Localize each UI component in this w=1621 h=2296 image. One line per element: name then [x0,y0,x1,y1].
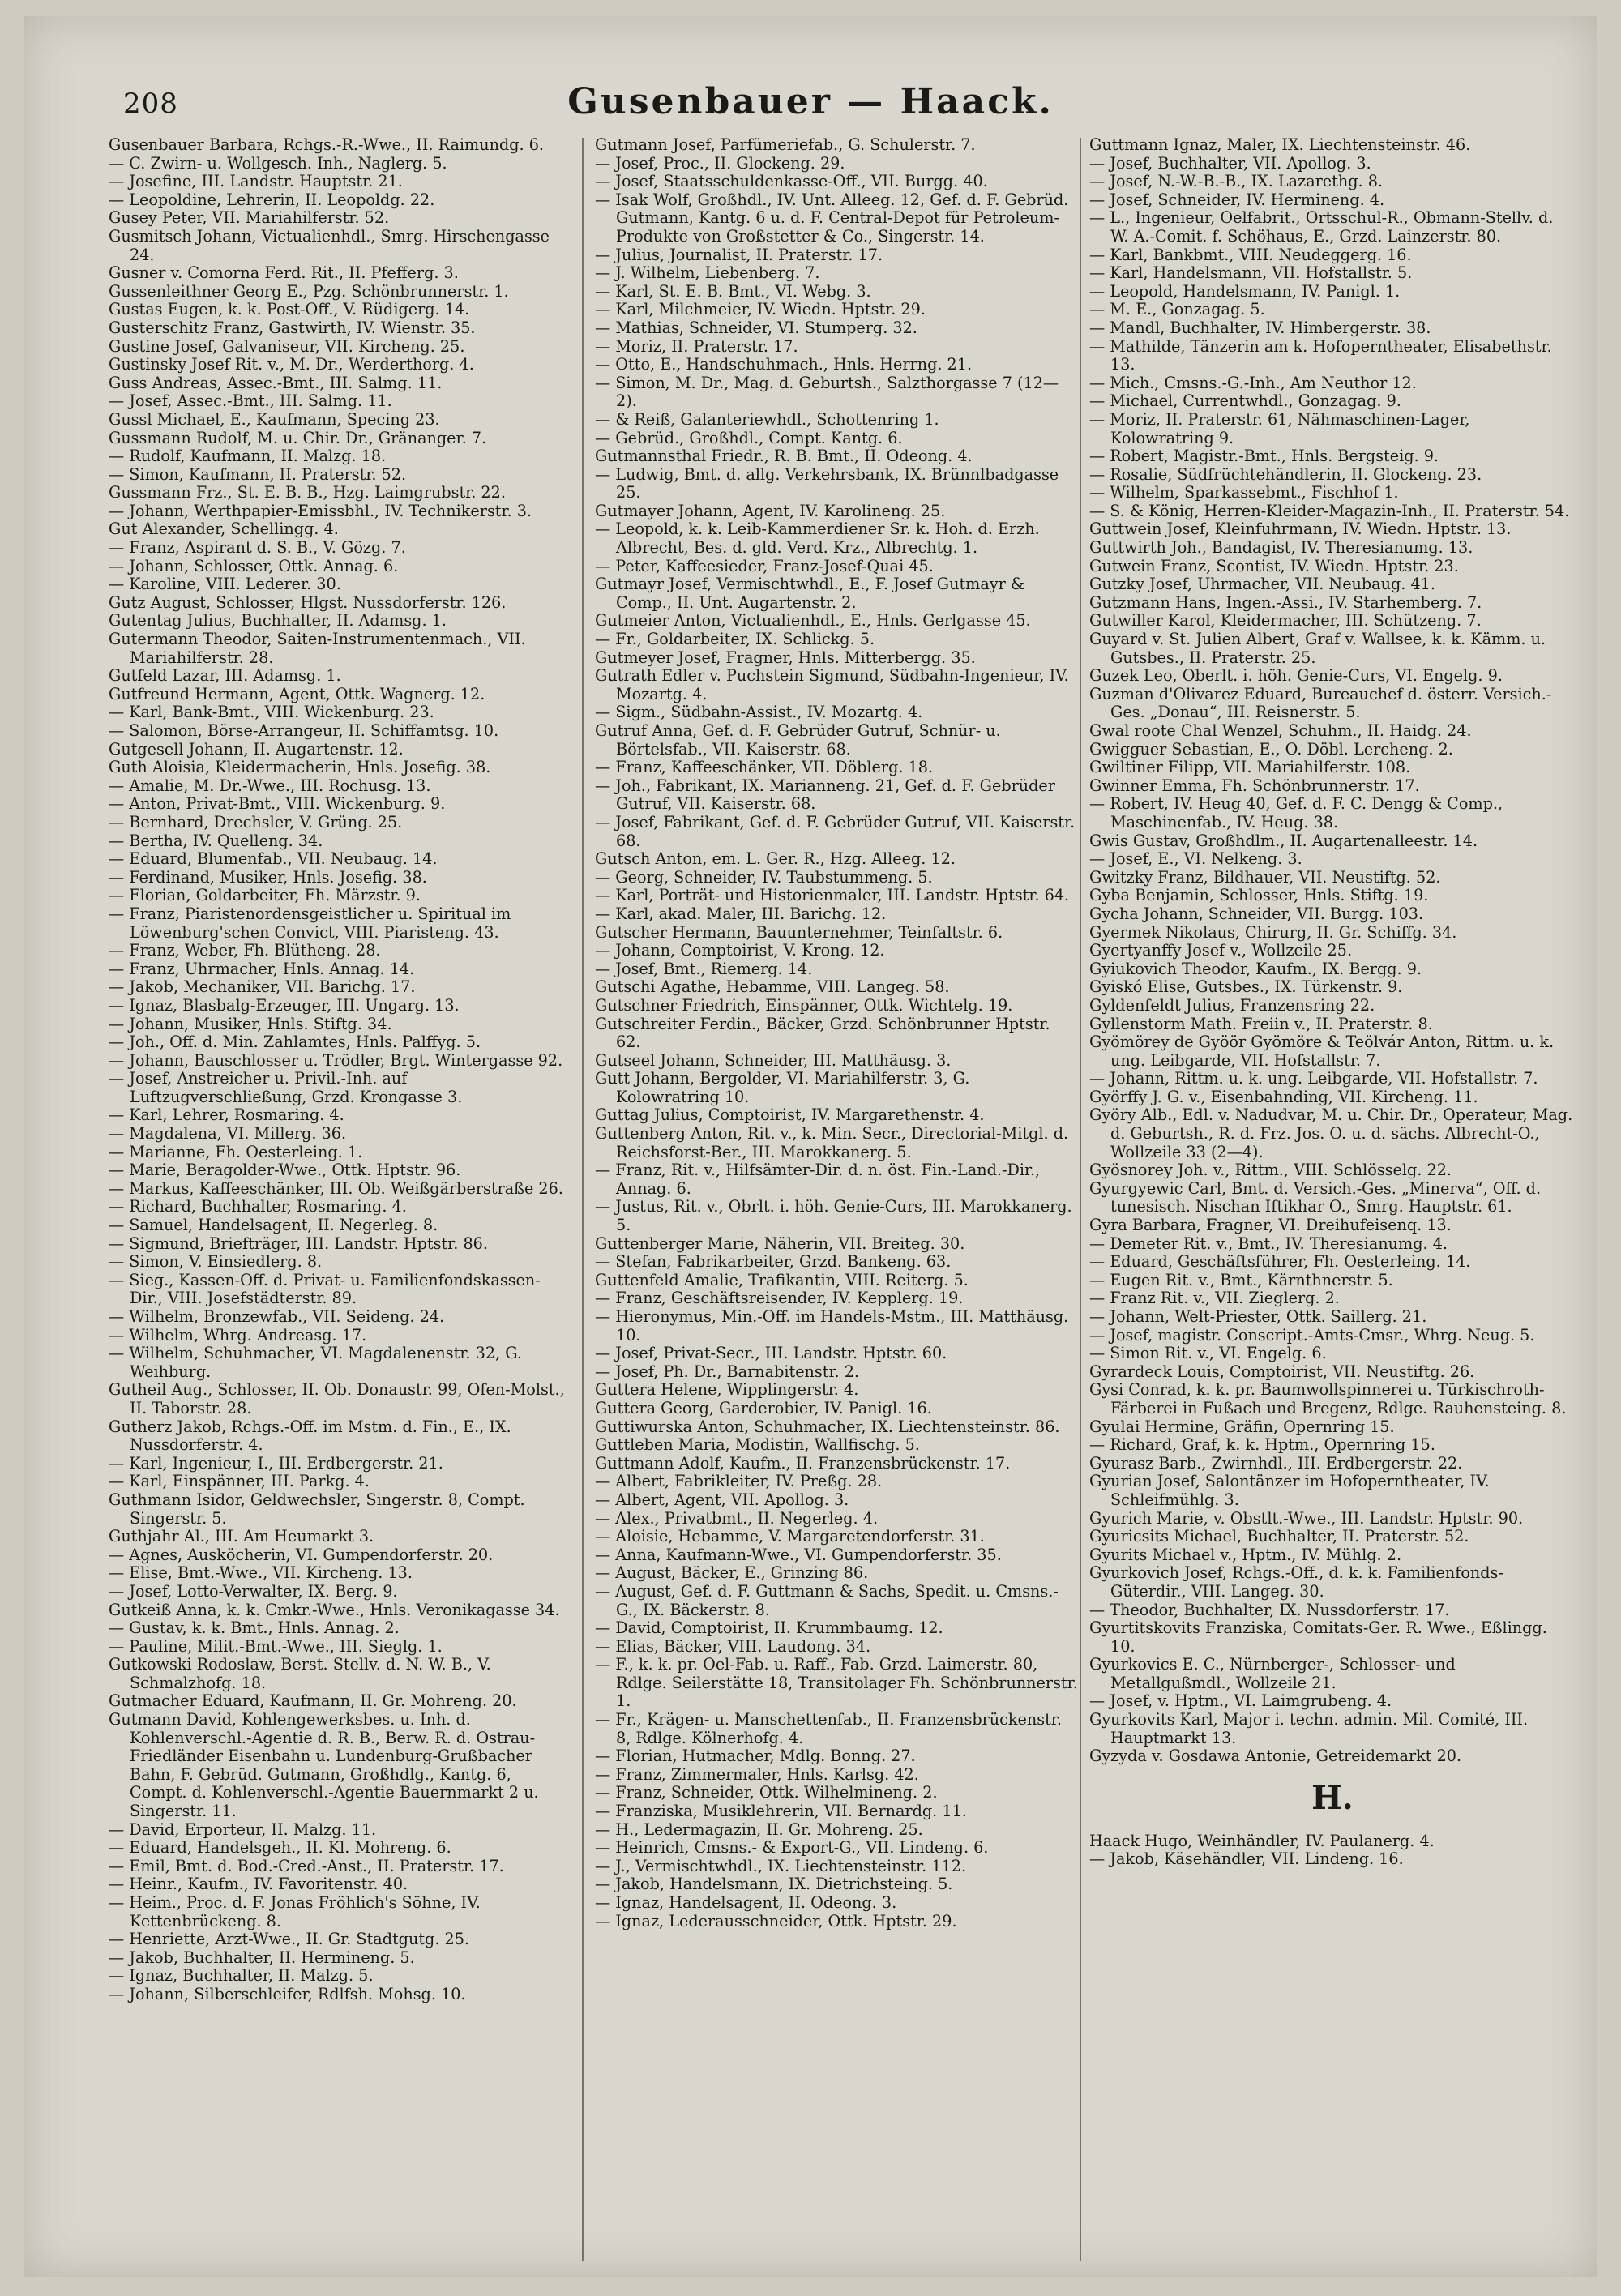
directory-entry: Gutherz Jakob, Rchgs.-Off. im Mstm. d. Fin., E., IX. Nussdorferstr. 4. [109,1417,511,1455]
directory-entry: — Elias, Bäcker, VIII. Laudong. 34. [595,1637,871,1656]
directory-entry: — Josef, Anstreicher u. Privil.-Inh. auf Luftzugverschließung, Grzd. Krongasse 3. [109,1070,463,1106]
directory-entry: — Karl, Handelsmann, VII. Hofstallstr. 5. [1089,264,1413,283]
directory-entry: — Ferdinand, Musiker, Hnls. Josefig. 38. [109,868,427,887]
directory-entry: Gyösnorey Joh. v., Rittm., VIII. Schlösselg. 22. [1089,1161,1452,1180]
directory-entry: — Josef, N.-W.-B.-B., IX. Lazarethg. 8. [1089,173,1384,191]
directory-entry: — Johann, Comptoirist, V. Krong. 12. [595,942,885,960]
directory-entry: — Franziska, Musiklehrerin, VII. Bernardg. 11. [595,1802,967,1821]
directory-entry: — Eduard, Geschäftsführer, Fh. Oesterleing. 14. [1089,1253,1471,1272]
directory-entry: Guttleben Maria, Modistin, Wallfischg. 5. [595,1436,920,1455]
directory-entry: Gutentag Julius, Buchhalter, II. Adamsg. 1. [109,612,447,631]
directory-entry: — L., Ingenieur, Oelfabrit., Ortsschul-R., Obmann-Stellv. d. W. A.-Comit. f. Schöhaus, E., Grzd. Lainzerstr. 80. [1089,209,1554,246]
directory-entry: — Marie, Beragolder-Wwe., Ottk. Hptstr. 96. [109,1161,461,1180]
directory-entry: — Wilhelm, Schuhmacher, VI. Magdalenenstr. 32, G. Weihburg. [109,1345,522,1381]
directory-entry: — Heinr., Kaufm., IV. Favoritenstr. 40. [109,1875,408,1894]
directory-entry: — Sigmund, Briefträger, III. Landstr. Hptstr. 86. [109,1234,488,1253]
directory-entry: Györy Alb., Edl. v. Nadudvar, M. u. Chir. Dr., Operateur, Mag. d. Geburtsh., R. d. Frz. Jos. O. u. d. sächs. Albrecht-O., Wollzeile 33 (2—4). [1089,1106,1573,1161]
directory-entry: Gutfeld Lazar, III. Adamsg. 1. [109,667,341,686]
directory-entry: — Johann, Welt-Priester, Ottk. Saillerg. 21. [1089,1308,1427,1326]
directory-entry: Guttenberg Anton, Rit. v., k. Min. Secr., Directorial-Mitgl. d. Reichsforst-Ber., III. Marokkanerg. 5. [595,1125,1069,1161]
directory-entry: — Karl, Milchmeier, IV. Wiedn. Hptstr. 29. [595,301,926,319]
directory-entry: — Richard, Graf, k. k. Hptm., Opernring 15. [1089,1436,1435,1455]
directory-entry: — Simon, V. Einsiedlerg. 8. [109,1253,323,1272]
directory-entry: — Agnes, Ausköcherin, VI. Gumpendorferstr. 20. [109,1546,494,1564]
directory-entry: — Johann, Schlosser, Ottk. Annag. 6. [109,557,399,575]
directory-entry: — Robert, Magistr.-Bmt., Hnls. Bergsteig. 9. [1089,447,1439,466]
directory-entry: Gyermek Nikolaus, Chirurg, II. Gr. Schiffg. 34. [1089,923,1457,942]
directory-entry: — Henriette, Arzt-Wwe., II. Gr. Stadtgutg. 25. [109,1930,470,1949]
directory-entry: — Mathilde, Tänzerin am k. Hofoperntheater, Elisabethstr. 13. [1089,337,1552,374]
directory-column-2 [595,136,1078,2260]
directory-entry: Gyurasz Barb., Zwirnhdl., III. Erdbergerstr. 22. [1089,1454,1463,1473]
directory-entry: — Jakob, Buchhalter, II. Hermineng. 5. [109,1948,415,1967]
directory-entry: Gycha Johann, Schneider, VII. Burgg. 103. [1089,904,1424,923]
directory-entry: — Karl, Einspänner, III. Parkg. 4. [109,1473,370,1491]
directory-entry: Gutmann David, Kohlengewerksbes. u. Inh. d. Kohlenverschl.-Agentie d. R. B., Berw. R. d. Ostrau-Friedländer Eisenbahn u. Lundenburg-Grußbacher Bahn, F. Gebrüd. Gutmann, Großhdlg., Kantg. 6, Compt. d. Kohlenverschl.-Agentie Bauernmarkt 2 u. Singerstr. 11. [109,1711,539,1821]
directory-entry: — Franz, Aspirant d. S. B., V. Gözg. 7. [109,539,406,558]
directory-entry: Gyurkovits Karl, Major i. techn. admin. Mil. Comité, III. Hauptmarkt 13. [1089,1711,1529,1747]
directory-entry: Guttenfeld Amalie, Trafikantin, VIII. Reiterg. 5. [595,1271,969,1289]
directory-entry: — Demeter Rit. v., Bmt., IV. Theresianumg. 4. [1089,1234,1448,1253]
directory-entry: Gussl Michael, E., Kaufmann, Specing 23. [109,410,440,429]
directory-entry: Guttera Georg, Garderobier, IV. Panigl. 16. [595,1399,932,1417]
directory-entry: Gutseel Johann, Schneider, III. Matthäusg. 3. [595,1051,952,1070]
directory-entry: Gysi Conrad, k. k. pr. Baumwollspinnerei u. Türkischroth-Färberei in Fußach und Bregenz, Rdlge. Rauhensteing. 8. [1089,1381,1567,1417]
directory-entry: Gutmayr Josef, Vermischtwhdl., E., F. Josef Gutmayr & Comp., II. Unt. Augartenstr. 2. [595,575,1025,612]
directory-entry: Guss Andreas, Assec.-Bmt., III. Salmg. 11. [109,374,443,392]
directory-entry: — Heim., Proc. d. F. Jonas Fröhlich's Söhne, IV. Kettenbrückeng. 8. [109,1894,481,1930]
directory-entry: — Mathias, Schneider, VI. Stumperg. 32. [595,319,917,337]
directory-entry: Gutkeiß Anna, k. k. Cmkr.-Wwe., Hnls. Veronikagasse 34. [109,1601,560,1619]
directory-entry: — David, Comptoirist, II. Krummbaumg. 12. [595,1619,943,1638]
directory-entry: — Anton, Privat-Bmt., VIII. Wickenburg. 9. [109,795,446,814]
directory-entry: Gyiskó Elise, Gutsbes., IX. Türkenstr. 9. [1089,978,1403,997]
directory-page [24,16,1597,2277]
column-divider [1080,138,1081,2261]
directory-entry: Gutscher Hermann, Bauunternehmer, Teinfaltstr. 6. [595,923,1003,942]
directory-entry: — Gustav, k. k. Bmt., Hnls. Annag. 2. [109,1619,400,1638]
directory-entry: — Ignaz, Buchhalter, II. Malzg. 5. [109,1967,374,1986]
directory-entry: — Josef, Staatsschuldenkasse-Off., VII. Burgg. 40. [595,173,988,191]
directory-entry: Gustine Josef, Galvaniseur, VII. Kircheng. 25. [109,337,465,356]
directory-entry: — Otto, E., Handschuhmach., Hnls. Herrng. 21. [595,356,973,374]
directory-entry: Gutschi Agathe, Hebamme, VIII. Langeg. 58. [595,978,950,997]
directory-entry: — Josef, Schneider, IV. Hermineng. 4. [1089,190,1385,209]
directory-entry: Gutmeier Anton, Victualienhdl., E., Hnls. Gerlgasse 45. [595,612,1031,631]
directory-entry: — Josef, Bmt., Riemerg. 14. [595,960,813,978]
directory-entry: — S. & König, Herren-Kleider-Magazin-Inh., II. Praterstr. 54. [1089,502,1570,520]
directory-entry: Gutmacher Eduard, Kaufmann, II. Gr. Mohreng. 20. [109,1692,517,1711]
directory-entry: — Emil, Bmt. d. Bod.-Cred.-Anst., II. Praterstr. 17. [109,1857,504,1875]
directory-entry: — Wilhelm, Bronzewfab., VII. Seideng. 24. [109,1308,445,1326]
directory-entry: — Julius, Journalist, II. Praterstr. 17. [595,246,883,264]
directory-entry: Guth Aloisia, Kleidermacherin, Hnls. Josefig. 38. [109,759,491,777]
directory-entry: — Karl, Bankbmt., VIII. Neudeggerg. 16. [1089,246,1412,264]
directory-entry: Gutheil Aug., Schlosser, II. Ob. Donaustr. 99, Ofen-Molst., II. Taborstr. 28. [109,1381,565,1417]
directory-entry: Gutsch Anton, em. L. Ger. R., Hzg. Alleeg. 12. [595,850,956,869]
directory-entry: — Eugen Rit. v., Bmt., Kärnthnerstr. 5. [1089,1271,1393,1289]
directory-entry: — Jakob, Käsehändler, VII. Lindeng. 16. [1089,1850,1404,1869]
directory-entry: — Rosalie, Südfrüchtehändlerin, II. Glockeng. 23. [1089,465,1482,484]
page-number: 208 [123,88,178,120]
directory-entry: — Leopoldine, Lehrerin, II. Leopoldg. 22. [109,190,435,209]
directory-entry: — F., k. k. pr. Oel-Fab. u. Raff., Fab. Grzd. Laimerstr. 80, Rdlge. Seilerstätte 18, Transitolager Fh. Schönbrunnerstr. 1. [595,1656,1078,1711]
directory-entry: — H., Ledermagazin, II. Gr. Mohreng. 25. [595,1820,923,1839]
directory-entry: — Johann, Bauschlosser u. Trödler, Brgt. Wintergasse 92. [109,1051,563,1070]
directory-entry: — & Reiß, Galanteriewhdl., Schottenring 1. [595,410,939,429]
directory-entry: — Peter, Kaffeesieder, Franz-Josef-Quai 45. [595,557,934,575]
directory-entry: — J., Vermischtwhdl., IX. Liechtensteinstr. 112. [595,1857,967,1875]
directory-entry: — Justus, Rit. v., Obrlt. i. höh. Genie-Curs, III. Marokkanerg. 5. [595,1198,1072,1235]
directory-entry: Gutwiller Karol, Kleidermacher, III. Schützeng. 7. [1089,612,1482,631]
directory-entry: Györffy J. G. v., Eisenbahnding, VII. Kircheng. 11. [1089,1088,1478,1106]
directory-entry: — Franz, Weber, Fh. Blütheng. 28. [109,942,381,960]
directory-entry: Gyurich Marie, v. Obstlt.-Wwe., III. Landstr. Hptstr. 90. [1089,1509,1524,1528]
directory-entry: Gusenbauer Barbara, Rchgs.-R.-Wwe., II. Raimundg. 6. [109,136,545,154]
directory-entry: Gyuricsits Michael, Buchhalter, II. Praterstr. 52. [1089,1528,1469,1546]
directory-entry: — Simon, M. Dr., Mag. d. Geburtsh., Salzthorgasse 7 (12—2). [595,374,1059,411]
directory-entry: — J. Wilhelm, Liebenberg. 7. [595,264,820,283]
directory-entry: — Jakob, Handelsmann, IX. Dietrichsteing. 5. [595,1875,953,1894]
directory-entry: — Elise, Bmt.-Wwe., VII. Kircheng. 13. [109,1564,413,1583]
directory-entry: Gutmannsthal Friedr., R. B. Bmt., II. Odeong. 4. [595,447,973,466]
directory-entry: — Wilhelm, Sparkassebmt., Fischhof 1. [1089,484,1399,502]
directory-entry: — Karl, St. E. B. Bmt., VI. Webg. 3. [595,282,871,301]
directory-entry: — Josef, Assec.-Bmt., III. Salmg. 11. [109,392,392,411]
directory-entry: Guttera Helene, Wipplingerstr. 4. [595,1381,859,1400]
directory-entry: — Josef, Ph. Dr., Barnabitenstr. 2. [595,1362,860,1381]
directory-entry: — Eduard, Handelsgeh., II. Kl. Mohreng. 6. [109,1839,451,1858]
directory-entry: — Alex., Privatbmt., II. Negerleg. 4. [595,1509,879,1528]
directory-entry: — Johann, Musiker, Hnls. Stiftg. 34. [109,1015,392,1033]
directory-entry: Gyiukovich Theodor, Kaufm., IX. Bergg. 9. [1089,960,1422,978]
directory-entry: — Josef, Lotto-Verwalter, IX. Berg. 9. [109,1582,398,1601]
directory-entry: Gwis Gustav, Großhdlm., II. Augartenalleestr. 14. [1089,832,1478,850]
directory-entry: Gwal roote Chal Wenzel, Schuhm., II. Haidg. 24. [1089,722,1472,740]
directory-entry: Gutwein Franz, Scontist, IV. Wiedn. Hptstr. 23. [1089,557,1459,575]
directory-entry: — Gebrüd., Großhdl., Compt. Kantg. 6. [595,429,903,447]
directory-entry: Gyulai Hermine, Gräfin, Opernring 15. [1089,1417,1395,1436]
directory-entry: — August, Gef. d. F. Guttmann & Sachs, Spedit. u. Cmsns.-G., IX. Bäckerstr. 8. [595,1582,1059,1619]
directory-entry: — Fr., Krägen- u. Manschettenfab., II. Franzensbrückenstr. 8, Rdlge. Kölnerhofg. 4. [595,1711,1062,1747]
directory-entry: Gwinner Emma, Fh. Schönbrunnerstr. 17. [1089,776,1420,795]
directory-entry: — Heinrich, Cmsns.- & Export-G., VII. Lindeng. 6. [595,1839,989,1858]
directory-entry: Gutermann Theodor, Saiten-Instrumentenmach., VII. Mariahilferstr. 28. [109,631,526,667]
directory-entry: — Sigm., Südbahn-Assist., IV. Mozartg. 4. [595,703,923,722]
directory-entry: — Moriz, II. Praterstr. 17. [595,337,798,356]
directory-entry: — Georg, Schneider, IV. Taubstummeng. 5. [595,868,933,887]
directory-entry: — Johann, Werthpapier-Emissbhl., IV. Technikerstr. 3. [109,502,532,520]
directory-entry: — Samuel, Handelsagent, II. Negerleg. 8. [109,1216,438,1235]
directory-entry: Gustinsky Josef Rit. v., M. Dr., Werderthorg. 4. [109,356,474,374]
running-head: Gusenbauer — Haack. [567,81,1054,122]
directory-entry: — Amalie, M. Dr.-Wwe., III. Rochusg. 13. [109,776,431,795]
directory-entry: Guthmann Isidor, Geldwechsler, Singerstr. 8, Compt. Singerstr. 5. [109,1490,525,1528]
directory-entry: Gyurgyewic Carl, Bmt. d. Versich.-Ges. „Minerva“, Off. d. tunesisch. Nischan Iftikhar O., Smrg. Hauptstr. 61. [1089,1179,1542,1216]
directory-entry: — Johann, Rittm. u. k. ung. Leibgarde, VII. Hofstallstr. 7. [1089,1070,1538,1088]
directory-entry: Gutkowski Rodoslaw, Berst. Stellv. d. N. W. B., V. Schmalzhofg. 18. [109,1656,491,1692]
directory-entry: Gyllenstorm Math. Freiin v., II. Praterstr. 8. [1089,1015,1433,1033]
directory-entry: — Salomon, Börse-Arrangeur, II. Schiffamtsg. 10. [109,722,499,740]
directory-entry: Guttmann Ignaz, Maler, IX. Liechtensteinstr. 46. [1089,136,1471,154]
directory-entry: Gutschreiter Ferdin., Bäcker, Grzd. Schönbrunner Hptstr. 62. [595,1015,1050,1052]
directory-entry: — Joh., Off. d. Min. Zahlamtes, Hnls. Palffyg. 5. [109,1033,481,1052]
directory-entry: — Fr., Goldarbeiter, IX. Schlickg. 5. [595,631,875,649]
directory-entry: — Jakob, Mechaniker, VII. Barichg. 17. [109,978,416,997]
directory-entry: — Josef, magistr. Conscript.-Amts-Cmsr., Whrg. Neug. 5. [1089,1326,1535,1345]
directory-entry: Gyömörey de Gyöör Gyömöre & Teölvár Anton, Rittm. u. k. ung. Leibgarde, VII. Hofstallstr. 7. [1089,1033,1555,1070]
directory-entry: Gyurkovich Josef, Rchgs.-Off., d. k. k. Familienfonds-Güterdir., VIII. Langeg. 30. [1089,1564,1503,1601]
directory-entry: Gwiltiner Filipp, VII. Mariahilferstr. 108. [1089,759,1411,777]
directory-entry: — Bertha, IV. Quelleng. 34. [109,832,323,850]
directory-entry: — Eduard, Blumenfab., VII. Neubaug. 14. [109,850,438,869]
directory-entry: — Richard, Buchhalter, Rosmaring. 4. [109,1198,407,1216]
directory-entry: — Florian, Goldarbeiter, Fh. Märzstr. 9. [109,887,421,905]
directory-entry: Gussenleithner Georg E., Pzg. Schönbrunnerstr. 1. [109,282,509,301]
directory-entry: Gyldenfeldt Julius, Franzensring 22. [1089,996,1375,1015]
directory-entry: — Franz, Kaffeeschänker, VII. Döblerg. 18. [595,759,934,777]
directory-entry: — Markus, Kaffeeschänker, III. Ob. Weißgärberstraße 26. [109,1179,563,1198]
directory-entry: — Albert, Agent, VII. Apollog. 3. [595,1490,849,1509]
directory-entry: — Pauline, Milit.-Bmt.-Wwe., III. Sieglg. 1. [109,1637,443,1656]
directory-entry: Gusmitsch Johann, Victualienhdl., Smrg. Hirschengasse 24. [109,227,550,264]
directory-entry: Gutgesell Johann, II. Augartenstr. 12. [109,740,404,759]
directory-entry: — Florian, Hutmacher, Mdlg. Bonng. 27. [595,1747,916,1766]
directory-entry: — Johann, Silberschleifer, Rdlfsh. Mohsg. 10. [109,1985,466,2003]
directory-entry: Gutz August, Schlosser, Hlgst. Nussdorferstr. 126. [109,593,507,612]
directory-entry: — Magdalena, VI. Millerg. 36. [109,1125,347,1144]
directory-entry: — Josefine, III. Landstr. Hauptstr. 21. [109,173,403,191]
directory-entry: Guzek Leo, Oberlt. i. höh. Genie-Curs, VI. Engelg. 9. [1089,667,1503,686]
directory-entry: Gwigguer Sebastian, E., O. Döbl. Lercheng. 2. [1089,740,1453,759]
directory-entry: Gyurkovics E. C., Nürnberger-, Schlosser- und Metallgußmdl., Wollzeile 21. [1089,1656,1456,1692]
directory-entry: — Robert, IV. Heug 40, Gef. d. F. C. Dengg & Comp., Maschinenfab., IV. Heug. 38. [1089,795,1503,832]
directory-entry: Guttwirth Joh., Bandagist, IV. Theresianumg. 13. [1089,539,1473,558]
directory-entry: — Anna, Kaufmann-Wwe., VI. Gumpendorferstr. 35. [595,1546,1002,1564]
directory-entry: — Franz, Zimmermaler, Hnls. Karlsg. 42. [595,1765,919,1784]
directory-entry: — August, Bäcker, E., Grinzing 86. [595,1564,869,1583]
directory-entry: — Karl, akad. Maler, III. Barichg. 12. [595,904,887,923]
section-letter: H. [1311,1778,1354,1817]
directory-entry: Gutschner Friedrich, Einspänner, Ottk. Wichtelg. 19. [595,996,1013,1015]
directory-entry: Gutruf Anna, Gef. d. F. Gebrüder Gutruf, Schnür- u. Börtelsfab., VII. Kaiserstr. 68. [595,722,1001,759]
directory-column-3 [1089,136,1576,2260]
directory-entry: Gussmann Rudolf, M. u. Chir. Dr., Gränanger. 7. [109,429,487,447]
directory-entry: — Josef, v. Hptm., VI. Laimgrubeng. 4. [1089,1692,1392,1711]
directory-entry: Gyurian Josef, Salontänzer im Hofoperntheater, IV. Schleifmühlg. 3. [1089,1473,1490,1509]
directory-entry: — Josef, E., VI. Nelkeng. 3. [1089,850,1302,869]
directory-entry: Gusey Peter, VII. Mariahilferstr. 52. [109,209,390,228]
directory-entry: — Josef, Proc., II. Glockeng. 29. [595,154,845,173]
directory-entry: — Bernhard, Drechsler, V. Grüng. 25. [109,813,403,832]
directory-entry: Guzman d'Olivarez Eduard, Bureauchef d. österr. Versich.-Ges. „Donau“, III. Reisnerstr. 5. [1089,685,1552,722]
directory-entry: Guttenberger Marie, Näherin, VII. Breiteg. 30. [595,1234,965,1253]
directory-entry: Gussmann Frz., St. E. B. B., Hzg. Laimgrubstr. 22. [109,484,506,502]
directory-entry: Haack Hugo, Weinhändler, IV. Paulanerg. 4. [1089,1832,1435,1850]
directory-entry: Gutmayer Johann, Agent, IV. Karolineng. 25. [595,502,946,520]
directory-entry: — Karoline, VIII. Lederer. 30. [109,575,341,594]
directory-entry: Gutfreund Hermann, Agent, Ottk. Wagnerg. 12. [109,685,485,703]
directory-entry: — Hieronymus, Min.-Off. im Handels-Mstm., III. Matthäusg. 10. [595,1308,1069,1345]
directory-entry: — Moriz, II. Praterstr. 61, Nähmaschinen-Lager, Kolowratring 9. [1089,410,1470,447]
directory-entry: — Simon, Kaufmann, II. Praterstr. 52. [109,465,407,484]
directory-entry: — Leopold, k. k. Leib-Kammerdiener Sr. k. Hoh. d. Erzh. Albrecht, Bes. d. gld. Verd. Krz., Albrechtg. 1. [595,520,1040,558]
directory-entry: — Aloisie, Hebamme, V. Margaretendorferstr. 31. [595,1528,985,1546]
directory-entry: — David, Erporteur, II. Malzg. 11. [109,1820,377,1839]
directory-entry: Gusterschitz Franz, Gastwirth, IV. Wienstr. 35. [109,319,476,337]
directory-entry: — Ignaz, Blasbalg-Erzeuger, III. Ungarg. 13. [109,996,460,1015]
directory-entry: — Ignaz, Handelsagent, II. Odeong. 3. [595,1894,897,1912]
directory-entry: — M. E., Gonzagag. 5. [1089,301,1265,319]
directory-entry: Gutt Johann, Bergolder, VI. Mariahilferstr. 3, G. Kolowratring 10. [595,1070,970,1106]
directory-entry: Gyba Benjamin, Schlosser, Hnls. Stiftg. 19. [1089,887,1429,905]
directory-entry: — Karl, Ingenieur, I., III. Erdbergerstr. 21. [109,1454,443,1473]
directory-entry: Guttiwurska Anton, Schuhmacher, IX. Liechtensteinstr. 86. [595,1417,1060,1436]
directory-entry: — Josef, Privat-Secr., III. Landstr. Hptstr. 60. [595,1345,947,1363]
directory-entry: — Mandl, Buchhalter, IV. Himbergerstr. 38. [1089,319,1431,337]
directory-entry: Gutmann Josef, Parfümeriefab., G. Schulerstr. 7. [595,136,976,154]
directory-entry: — Franz, Schneider, Ottk. Wilhelmineng. 2. [595,1784,938,1802]
directory-entry: — Sieg., Kassen-Off. d. Privat- u. Familienfondskassen-Dir., VIII. Josefstädterstr. 89. [109,1271,541,1308]
directory-entry: Gutzmann Hans, Ingen.-Assi., IV. Starhemberg. 7. [1089,593,1482,612]
directory-entry: — Franz Rit. v., VII. Zieglerg. 2. [1089,1289,1340,1308]
directory-entry: — Ludwig, Bmt. d. allg. Verkehrsbank, IX. Brünnlbadgasse 25. [595,465,1059,502]
directory-entry: — Theodor, Buchhalter, IX. Nussdorferstr. 17. [1089,1601,1450,1619]
directory-entry: — Isak Wolf, Großhdl., IV. Unt. Alleeg. 12, Gef. d. F. Gebrüd. Gutmann, Kantg. 6 u. d. F. Central-Depot für Petroleum-Produkte von Großstetter & Co., Singerstr. 14. [595,190,1069,246]
directory-entry: Gutzky Josef, Uhrmacher, VII. Neubaug. 41. [1089,575,1435,594]
directory-entry: — Simon Rit. v., VI. Engelg. 6. [1089,1345,1327,1363]
directory-entry: Gutrath Edler v. Puchstein Sigmund, Südbahn-Ingenieur, IV. Mozartg. 4. [595,667,1069,703]
directory-entry: — Franz, Rit. v., Hilfsämter-Dir. d. n. öst. Fin.-Land.-Dir., Annag. 6. [595,1161,1041,1198]
directory-entry: — Karl, Lehrer, Rosmaring. 4. [109,1106,344,1125]
directory-entry: — Michael, Currentwhdl., Gonzagag. 9. [1089,392,1401,411]
directory-entry: — Marianne, Fh. Oesterleing. 1. [109,1143,363,1161]
directory-entry: — Albert, Fabrikleiter, IV. Preßg. 28. [595,1473,883,1491]
directory-entry: — Ignaz, Lederausschneider, Ottk. Hptstr. 29. [595,1912,957,1930]
directory-entry: Gyzyda v. Gosdawa Antonie, Getreidemarkt 20. [1089,1747,1462,1766]
directory-entry: — C. Zwirn- u. Wollgesch. Inh., Naglerg. 5. [109,154,447,173]
directory-entry: Gyurits Michael v., Hptm., IV. Mühlg. 2. [1089,1546,1402,1564]
column-divider [582,138,584,2261]
directory-entry: — Josef, Fabrikant, Gef. d. F. Gebrüder Gutruf, VII. Kaiserstr. 68. [595,813,1076,850]
directory-entry: — Josef, Buchhalter, VII. Apollog. 3. [1089,154,1371,173]
directory-entry: — Leopold, Handelsmann, IV. Panigl. 1. [1089,282,1401,301]
directory-entry: Gyurtitskovits Franziska, Comitats-Ger. R. Wwe., Eßlingg. 10. [1089,1619,1547,1656]
directory-entry: Guttwein Josef, Kleinfuhrmann, IV. Wiedn. Hptstr. 13. [1089,520,1512,539]
directory-entry: — Franz, Piaristenordensgeistlicher u. Spiritual im Löwenburg'schen Convict, VIII. Piaristeng. 43. [109,904,511,942]
directory-entry: Gutmeyer Josef, Fragner, Hnls. Mitterbergg. 35. [595,648,976,667]
directory-entry: Guttag Julius, Comptoirist, IV. Margarethenstr. 4. [595,1106,985,1125]
directory-entry: — Karl, Bank-Bmt., VIII. Wickenburg. 23. [109,703,434,722]
directory-entry: — Karl, Porträt- und Historienmaler, III. Landstr. Hptstr. 64. [595,887,1070,905]
directory-entry: — Wilhelm, Whrg. Andreasg. 17. [109,1326,367,1345]
directory-entry: Guthjahr Al., III. Am Heumarkt 3. [109,1528,374,1546]
directory-entry: — Stefan, Fabrikarbeiter, Grzd. Bankeng. 63. [595,1253,952,1272]
directory-entry: Gyrardeck Louis, Comptoirist, VII. Neustiftg. 26. [1089,1362,1475,1381]
directory-entry: — Mich., Cmsns.-G.-Inh., Am Neuthor 12. [1089,374,1417,392]
directory-entry: — Franz, Geschäftsreisender, IV. Kepplerg. 19. [595,1289,964,1308]
directory-entry: — Franz, Uhrmacher, Hnls. Annag. 14. [109,960,415,978]
directory-entry: Gut Alexander, Schellingg. 4. [109,520,339,539]
directory-entry: Guyard v. St. Julien Albert, Graf v. Wallsee, k. k. Kämm. u. Gutsbes., II. Praterstr. 25. [1089,631,1546,667]
directory-entry: Guttmann Adolf, Kaufm., II. Franzensbrückenstr. 17. [595,1454,1011,1473]
directory-entry: Gustas Eugen, k. k. Post-Off., V. Rüdigerg. 14. [109,301,470,319]
directory-entry: Gwitzky Franz, Bildhauer, VII. Neustiftg. 52. [1089,868,1441,887]
directory-entry: — Rudolf, Kaufmann, II. Malzg. 18. [109,447,387,466]
directory-entry: Gyra Barbara, Fragner, VI. Dreihufeisenq. 13. [1089,1216,1452,1235]
directory-entry: — Joh., Fabrikant, IX. Marianneng. 21, Gef. d. F. Gebrüder Gutruf, VII. Kaiserstr. 68. [595,776,1055,814]
directory-entry: Gyertyanffy Josef v., Wollzeile 25. [1089,942,1353,960]
directory-column-1 [109,136,567,2260]
directory-entry: Gusner v. Comorna Ferd. Rit., II. Pfefferg. 3. [109,264,459,283]
